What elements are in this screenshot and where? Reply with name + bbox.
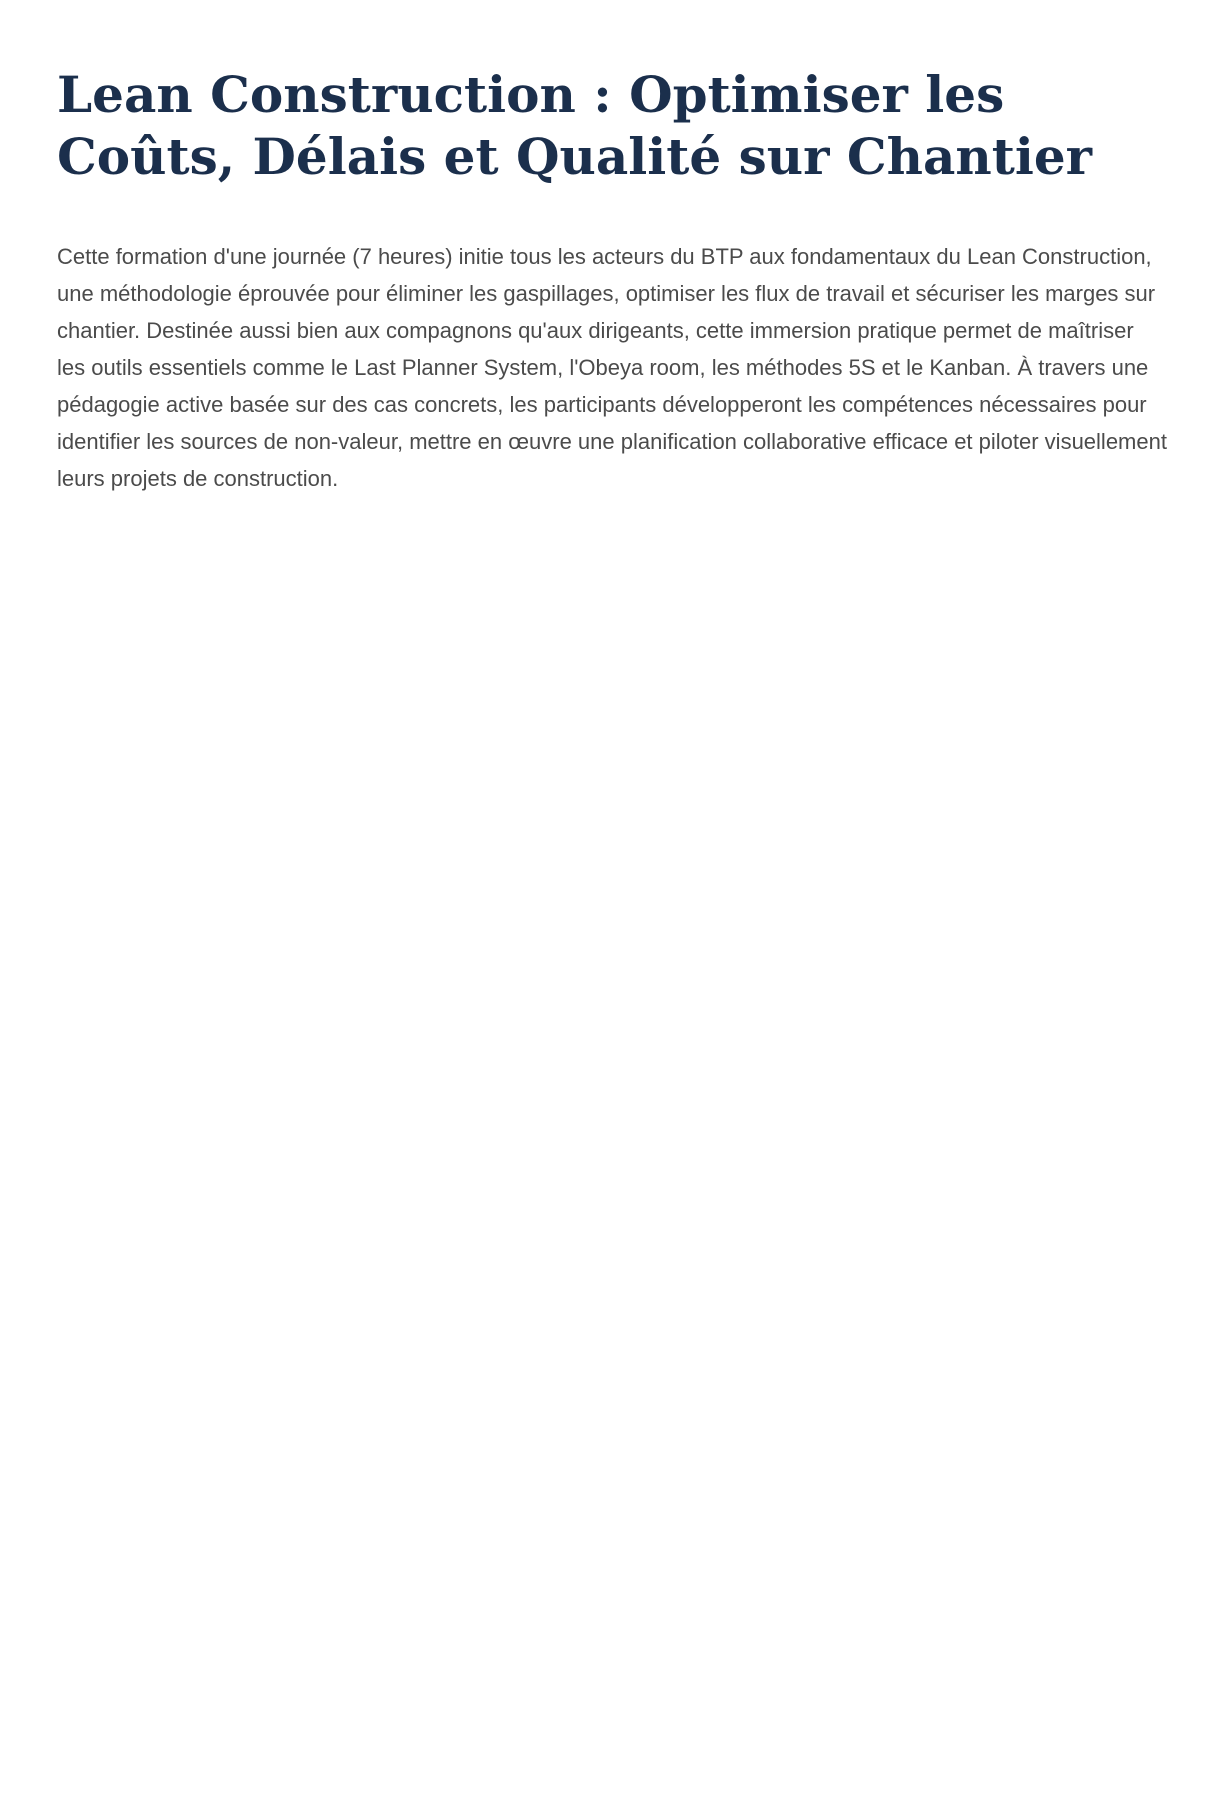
- document-page: [57, 64, 1167, 497]
- intro-paragraph: Cette formation d'une journée (7 heures) initie tous les acteurs du BTP aux fondamentaux du Lean Construction, une méthodologie éprouvée pour éliminer les gaspillages, optimiser les flux de travail et sécuriser les marges sur chantier. Destinée aussi bien aux compagnons qu'aux dirigeants, cette immersion pratique permet de maîtriser les outils essentiels comme le Last Planner System, l'Obeya room, les méthodes 5S et le Kanban. À travers une pédagogie active basée sur des cas concrets, les participants développeront les compétences nécessaires pour identifier les sources de non-valeur, mettre en œuvre une planification collaborative efficace et piloter visuellement leurs projets de construction.: [57, 244, 1167, 491]
- page-title: Lean Construction : Optimiser les Coûts, Délais et Qualité sur Chantier: [57, 65, 1092, 186]
